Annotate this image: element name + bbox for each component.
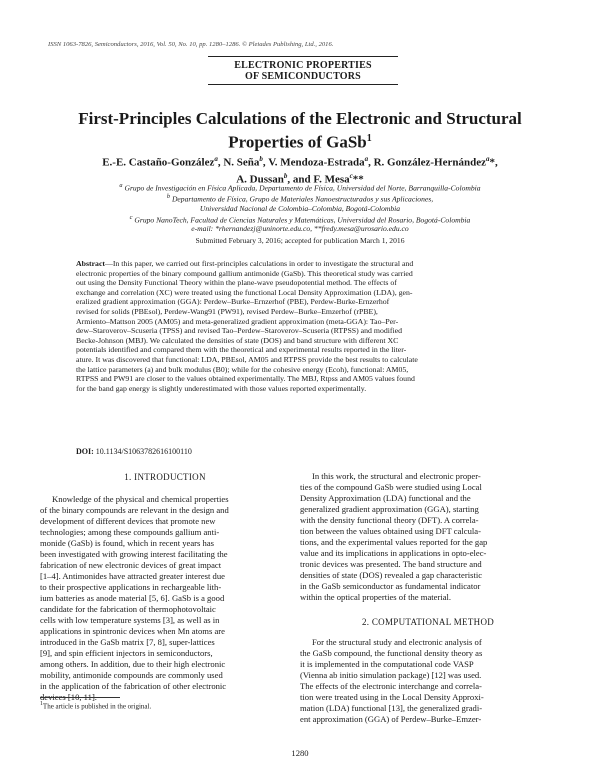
doi bbox=[76, 447, 192, 457]
title-line1: First-Principles Calculations of the Electronic and Structural bbox=[78, 109, 522, 128]
section-heading-computational-method: 2. COMPUTATIONAL METHOD bbox=[361, 617, 495, 627]
footnote-text: The article is published in the original. bbox=[42, 702, 152, 711]
submission-dates: Submitted February 3, 2016; accepted for publication March 1, 2016 bbox=[195, 236, 405, 245]
abstract-line: Armiento–Mattson 2005 (AM05) and meta-generalized gradient approximation (meta-GGA): Tao–Per- bbox=[76, 316, 399, 326]
left-column bbox=[40, 472, 290, 703]
abstract-line: Becke-Johnson (MBJ). We calculated the densities of state (DOS) and band structure with different XC bbox=[76, 335, 399, 345]
abstract bbox=[76, 259, 529, 393]
author-line1: E.-E. Castaño-González$^a$, N. Seña$^b$, V. Mendoza-Estrada$^a$, R. González-Hernández$^a$*, bbox=[102, 155, 498, 169]
abstract-line: the lattice parameters (a) and bulk modulus (B0); while for the cohesive energy (Ecoh), functional: AM05, bbox=[76, 364, 409, 374]
bottom-rule bbox=[208, 84, 398, 85]
intro-paragraph: Knowledge of the physical and chemical properties of the binary compounds are relevant in the design and development of different devices that promote new technologies; among these compounds gallium anti- monide (GaSb) is found, which in recent years has been investigated with growing interest facilitating the fabrication of new electronic devices of great impact [1–4]. Antimonides have attracted greater interest due to their prospective applications in rechargeable lith- ium batteries as anode material [5, 6]. GaSb is a good candidate for the fabrication of thermophotovoltaic cells with low temperature systems [3], as well as in applications in spintronic devices when Mn atoms are introduced in the GaSb matrix [7, 8], super-lattices [9], and spin efficient injectors in semiconductors, among others. In addition, due to their high electronic mobility, antimonide compounds are commonly used in the application of the fabrication of other electronic devices [10, 11]. bbox=[40, 494, 229, 702]
journal-section-line2: OF SEMICONDUCTORS bbox=[245, 71, 361, 82]
method-paragraph: For the structural study and electronic analysis of the GaSb compound, the functional density theory as it is implemented in the computational code VASP (Vienna ab initio simulation package) [12] was used. The effects of the electronic interchange and correla- tion were treated using in the Local Density Approxi- mation (LDA) functional [13], the generalized gradi- ent approximation (GGA) of Perdew–Burke–Emzer- bbox=[300, 637, 484, 724]
abstract-line: RTPSS and PW91 are closer to the values obtained experimentally. The MBJ, Rtpss and AM05 values found bbox=[76, 374, 415, 384]
abstract-line: ature. It was discovered that functional: LDA, PBEsol, AM05 and RTPSS provide the best results to calculate bbox=[76, 354, 418, 364]
affiliation-b: $^b$ Departamento de Física, Grupo de Materiales Nanoestructurados y sus Aplicaciones, Universidad Nacional de Colombia–Colombia, Bogotá-Colombia bbox=[166, 193, 434, 214]
footnote-mark: 1 bbox=[40, 701, 43, 707]
journal-section-line1: ELECTRONIC PROPERTIES bbox=[234, 60, 372, 71]
abstract-line: out using the Density Functional Theory within the plane-wave pseudopotential method. The effects of bbox=[76, 278, 397, 288]
doi-value[interactable]: 10.1134/S1063782616100110 bbox=[95, 447, 192, 456]
affiliation-a: $^a$ Grupo de Investigación en Física Aplicada, Departamento de Física, Universidad del Norte, Barranquilla-Colombia bbox=[119, 182, 481, 193]
abstract-line: eralized gradient approximation (GGA): Perdew–Burke–Ernzerhof (PBE), Perdew-Burke-Ernzerhof bbox=[76, 297, 390, 307]
email-line: e-mail: *rhernandezj@uninorte.edu.co, **fredy.mesa@urosario.edu.co bbox=[191, 224, 409, 233]
top-rule bbox=[208, 56, 398, 57]
journal-header-line: ISSN 1063-7826, Semiconductors, 2016, Vol. 50, No. 10, pp. 1280–1286. © Pleiades Publishing, Ltd., 2016. bbox=[48, 41, 334, 48]
abstract-label: Abstract bbox=[76, 259, 106, 268]
intro-paragraph-2: In this work, the structural and electronic proper- ties of the compound GaSb were studied using Local Density Approximation (LDA) functional and the generalized gradient approximation (GGA), starting with the density functional theory (DFT). A correla- tion between the values obtained using DFT calcula- tions, and the experimental values reported for the gap value and its implications in applications in opto-elec- tronic devices was presented. The band structure and densities of state (DOS) revealed a gap characteristic in the GaSb semiconductor as fundamental indicator within the optical properties of the material. bbox=[300, 471, 488, 602]
doi-label: DOI: bbox=[76, 447, 94, 456]
page-number: 1280 bbox=[291, 748, 309, 758]
abstract-line: Abstract—In this paper, we carried out first-principles calculations in order to investigate the structural and bbox=[76, 259, 414, 268]
title-footnote-mark: 1 bbox=[366, 133, 372, 144]
title-line2: Properties of GaSb$^1$ bbox=[228, 132, 372, 152]
section-heading-introduction: 1. INTRODUCTION bbox=[124, 472, 206, 482]
journal-section-title bbox=[208, 60, 398, 82]
abstract-line: electronic properties of the binary compound gallium antimonide (GaSb). This theoretical study was carried bbox=[76, 268, 413, 278]
abstract-line: exchange and correlation (XC) were treated using the functional Local Density Approximation (LDA), gen- bbox=[76, 287, 413, 297]
right-column bbox=[300, 471, 556, 725]
affiliation-c: $^c$ Grupo NanoTech, Facultad de Ciencias Naturales y Matemáticas, Universidad del Rosario, Bogotá-Colombia bbox=[129, 214, 471, 225]
footnote bbox=[40, 700, 151, 711]
abstract-line: dew–Staroverov–Scuseria (TPSS) and revised Tao–Perdew–Staroverov–Scuseria (RTPSS) and modified bbox=[76, 326, 403, 336]
footnote-rule bbox=[40, 697, 120, 698]
abstract-line: for the band gap energy is slightly underestimated with those values reported experimentally. bbox=[76, 383, 367, 393]
abstract-line: revised for solids (PBEsol), Perdew-Wang91 (PW91), revised Perdew–Burke–Emzerhof (rPBE), bbox=[76, 306, 378, 316]
author-line2: A. Dussan$^b$, and F. Mesa$^c$** bbox=[236, 171, 364, 186]
abstract-line: potentials identified and compared them with the theoretical and experimental results reported in the liter- bbox=[76, 345, 407, 355]
paper-title bbox=[40, 109, 560, 153]
